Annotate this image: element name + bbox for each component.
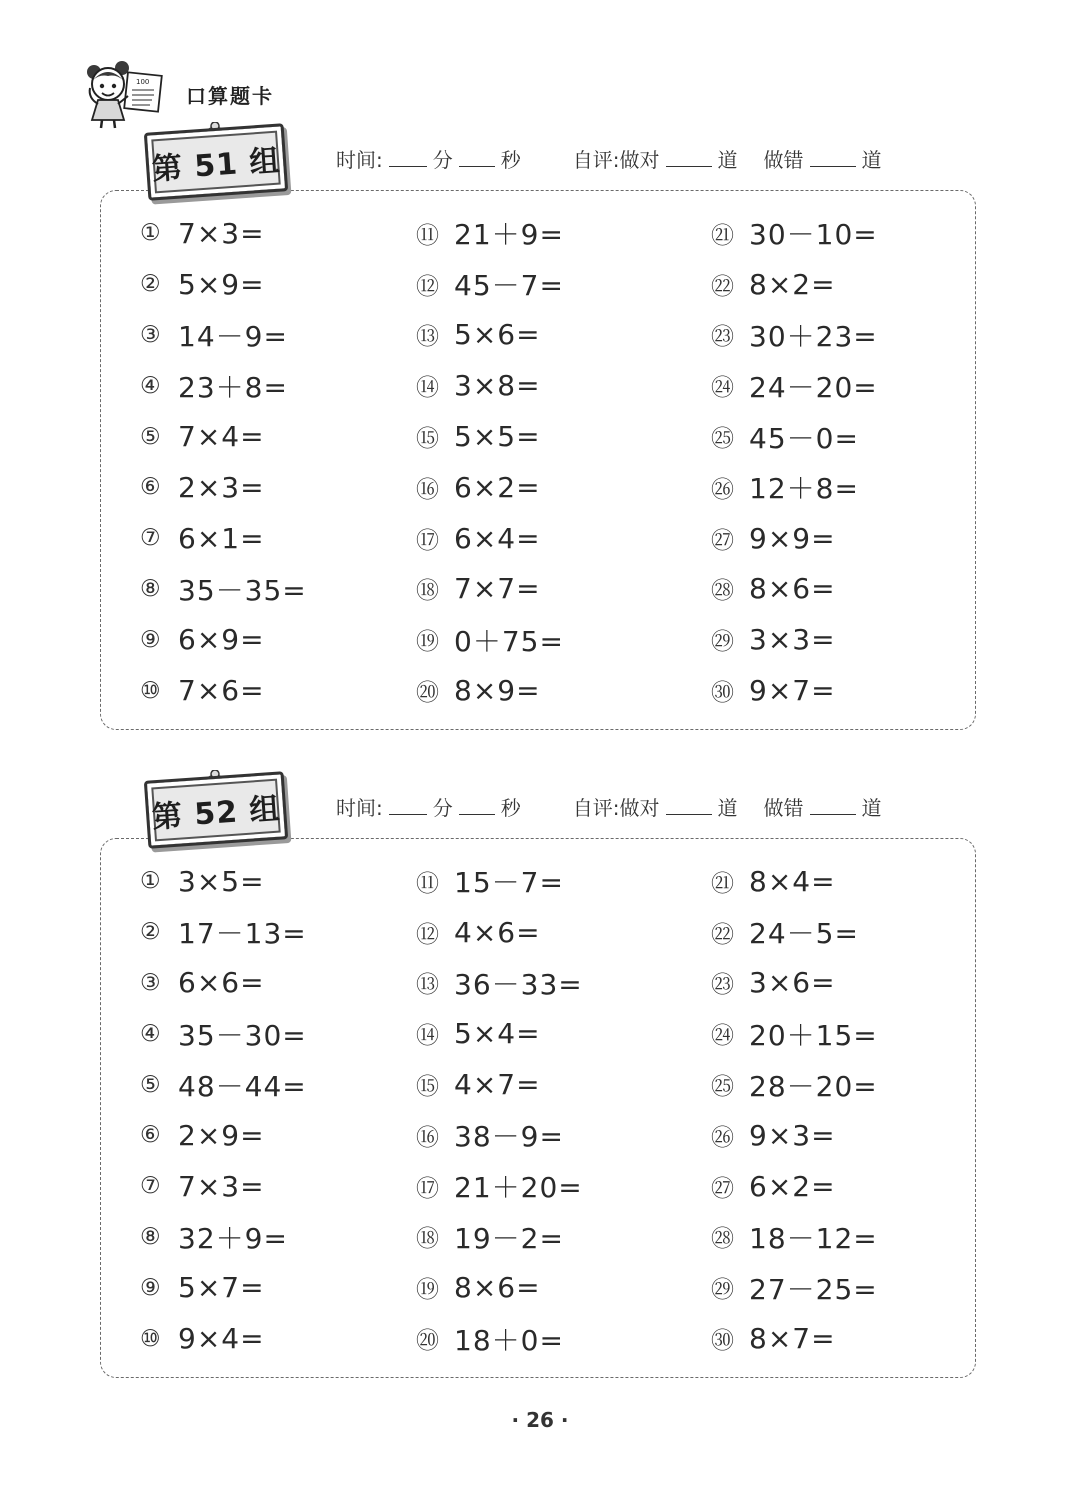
problem-item [711,1008,991,1059]
problem-item [416,856,696,907]
problem-expression: 32＋9= [178,1221,288,1255]
minute-blank[interactable] [389,796,427,815]
time-label: 时间: [336,148,383,172]
problem-expression: 4×7= [454,1068,541,1102]
problem-number: ⑨ [140,626,161,653]
problem-expression: 28－20= [749,1069,878,1103]
correct-unit-label: 道 [717,796,738,820]
problem-item [140,564,420,615]
problem-number: ⑰ [416,527,439,554]
problem-number: ⑮ [416,426,439,453]
problem-item [416,958,696,1009]
problem-expression: 3×6= [749,966,836,1000]
problem-number: ㉚ [711,680,734,707]
problem-item [711,1059,991,1110]
problem-item [140,1161,420,1212]
problem-item [416,1110,696,1161]
problem-number: ⑤ [140,423,161,450]
time-label: 时间: [336,796,383,820]
problem-number: ⑤ [140,1071,161,1098]
problem-number: ① [140,220,161,247]
problem-item [416,360,696,411]
problem-expression: 8×6= [749,572,836,606]
problem-number: ㉖ [711,1124,734,1151]
problem-expression: 6×6= [178,966,265,1000]
problem-item [416,259,696,310]
wrong-label: 做错 [763,148,804,172]
problem-item [416,208,696,259]
problem-number: ⑫ [416,921,439,948]
problem-columns [140,856,960,1366]
problem-item [140,411,420,462]
problem-item [711,856,991,907]
problem-expression: 24－20= [749,370,878,404]
page-number: · 26 · [511,1408,569,1432]
problem-item [711,1161,991,1212]
problem-expression: 5×9= [178,267,265,301]
problem-number: ③ [140,321,161,348]
problem-expression: 3×5= [178,864,265,898]
problem-number: ㉗ [711,527,734,554]
problem-column [140,208,420,716]
problem-expression: 4×6= [454,915,541,949]
problem-number: ⑫ [416,273,439,300]
problem-number: ⑱ [416,578,439,605]
correct-unit-label: 道 [717,148,738,172]
problem-number: ⑳ [416,1328,439,1355]
problem-item [711,1313,991,1364]
problem-expression: 18＋0= [454,1323,564,1357]
page-header [86,58,386,128]
problem-number: ⑰ [416,1175,439,1202]
problem-expression: 8×7= [749,1322,836,1356]
problem-number: ㉑ [711,870,734,897]
problem-item [416,1059,696,1110]
problem-expression: 7×3= [178,216,265,250]
problem-item [711,411,991,462]
minute-blank[interactable] [389,148,427,167]
problem-number: ② [140,919,161,946]
problem-number: ⑲ [416,629,439,656]
problem-group-52 [100,770,978,1400]
problem-number: ㉙ [711,1277,734,1304]
problem-expression: 3×8= [454,369,541,403]
correct-count-blank[interactable] [666,796,712,815]
problem-item [416,1313,696,1364]
problem-item [140,360,420,411]
second-label: 秒 [500,148,521,172]
problem-expression: 38－9= [454,1120,564,1154]
problem-expression: 17－13= [178,917,307,951]
problem-item [711,1262,991,1313]
problem-number: ⑦ [140,1173,161,1200]
problem-number: ⑥ [140,1122,161,1149]
problem-item [140,1262,420,1313]
problem-expression: 35－30= [178,1018,307,1052]
problem-expression: 6×1= [178,521,265,555]
problem-expression: 2×3= [178,470,265,504]
problem-item [711,513,991,564]
problem-number: ② [140,271,161,298]
problem-number: ㉓ [711,972,734,999]
girl-holding-scorecard-icon [86,58,176,130]
problem-number: ⑳ [416,680,439,707]
second-blank[interactable] [459,148,495,167]
problem-item [140,208,420,259]
problem-number: ⑲ [416,1277,439,1304]
problem-item [416,665,696,716]
problem-item [140,1008,420,1059]
problem-item [140,614,420,665]
problem-expression: 15－7= [454,866,564,900]
problem-item [140,259,420,310]
problem-expression: 9×7= [749,674,836,708]
problem-expression: 24－5= [749,917,859,951]
problem-item [711,310,991,361]
problem-item [711,907,991,958]
problem-expression: 35－35= [178,573,307,607]
problem-expression: 30－10= [749,218,878,252]
problem-item [711,208,991,259]
problem-number: ㉙ [711,629,734,656]
wrong-label: 做错 [763,796,804,820]
problem-number: ⑧ [140,575,161,602]
problem-column [711,208,991,716]
problem-item [416,1212,696,1263]
problem-expression: 9×9= [749,521,836,555]
problem-expression: 18－12= [749,1221,878,1255]
problem-expression: 6×4= [454,521,541,555]
score-record-row [336,792,956,822]
problem-number: ⑭ [416,1023,439,1050]
problem-number: ⑪ [416,870,439,897]
group-title-badge: 第 51 组 [144,123,288,201]
problem-columns [140,208,960,718]
problem-number: ㉕ [711,426,734,453]
problem-column [711,856,991,1364]
problem-expression: 27－25= [749,1272,878,1306]
problem-item [416,1008,696,1059]
second-blank[interactable] [459,796,495,815]
problem-item [140,1212,420,1263]
problem-item [416,411,696,462]
problem-expression: 7×7= [454,572,541,606]
problem-number: ㉒ [711,273,734,300]
problem-expression: 6×9= [178,623,265,657]
problem-expression: 7×4= [178,420,265,454]
problem-expression: 8×2= [749,267,836,301]
problem-item [711,564,991,615]
problem-item [416,513,696,564]
problem-item [711,360,991,411]
svg-text:100: 100 [136,78,150,86]
problem-number: ⑧ [140,1223,161,1250]
problem-item [416,614,696,665]
problem-expression: 7×3= [178,1169,265,1203]
problem-item [140,1110,420,1161]
problem-item [140,856,420,907]
wrong-count-blank[interactable] [810,796,856,815]
problem-item [140,958,420,1009]
problem-number: ⑨ [140,1274,161,1301]
problem-number: ㉔ [711,375,734,402]
problem-column [140,856,420,1364]
problem-number: ⑦ [140,525,161,552]
problem-number: ㉑ [711,222,734,249]
problem-item [416,310,696,361]
problem-number: ⑥ [140,474,161,501]
problem-number: ㉔ [711,1023,734,1050]
problem-expression: 9×3= [749,1118,836,1152]
problem-number: ㉘ [711,1226,734,1253]
problem-number: ⑩ [140,1325,161,1352]
wrong-unit-label: 道 [861,148,882,172]
problem-expression: 19－2= [454,1221,564,1255]
problem-number: ④ [140,1020,161,1047]
problem-number: ⑩ [140,677,161,704]
problem-number: ㉖ [711,476,734,503]
wrong-unit-label: 道 [861,796,882,820]
minute-label: 分 [432,148,453,172]
problem-item [140,513,420,564]
problem-number: ㉕ [711,1074,734,1101]
problem-expression: 6×2= [749,1169,836,1203]
problem-number: ⑯ [416,1124,439,1151]
problem-expression: 8×9= [454,674,541,708]
problem-column [416,208,696,716]
self-eval-correct-label: 自评:做对 [572,148,660,172]
problem-expression: 12＋8= [749,472,859,506]
problem-group-51 [100,122,978,752]
problem-number: ㉗ [711,1175,734,1202]
problem-item [711,1212,991,1263]
minute-label: 分 [432,796,453,820]
problem-item [416,564,696,615]
problem-item [140,1313,420,1364]
problem-expression: 21＋9= [454,218,564,252]
problem-item [416,1262,696,1313]
problem-item [140,462,420,513]
problem-number: ⑬ [416,324,439,351]
second-label: 秒 [500,796,521,820]
problem-expression: 48－44= [178,1069,307,1103]
correct-count-blank[interactable] [666,148,712,167]
problem-number: ㉒ [711,921,734,948]
problem-item [140,665,420,716]
problem-expression: 23＋8= [178,370,288,404]
problem-expression: 5×7= [178,1271,265,1305]
header-title: 口算题卡 [186,84,274,108]
wrong-count-blank[interactable] [810,148,856,167]
problem-expression: 45－0= [749,421,859,455]
problem-item [416,1161,696,1212]
problem-expression: 20＋15= [749,1018,878,1052]
problem-item [416,907,696,958]
problem-item [711,958,991,1009]
problem-number: ㉚ [711,1328,734,1355]
problem-number: ⑮ [416,1074,439,1101]
problem-item [416,462,696,513]
problem-expression: 9×4= [178,1322,265,1356]
group-title-badge: 第 52 组 [144,771,288,849]
problem-expression: 30＋23= [749,319,878,353]
problem-number: ⑬ [416,972,439,999]
problem-expression: 0＋75= [454,624,564,658]
problem-number: ⑪ [416,222,439,249]
problem-item [711,462,991,513]
problem-number: ③ [140,969,161,996]
problem-number: ⑱ [416,1226,439,1253]
problem-number: ⑭ [416,375,439,402]
problem-expression: 3×3= [749,623,836,657]
problem-item [711,259,991,310]
problem-item [140,907,420,958]
problem-expression: 36－33= [454,967,583,1001]
problem-expression: 8×6= [454,1271,541,1305]
problem-expression: 2×9= [178,1118,265,1152]
problem-item [711,1110,991,1161]
problem-number: ㉘ [711,578,734,605]
problem-expression: 45－7= [454,269,564,303]
problem-item [711,665,991,716]
problem-expression: 14－9= [178,319,288,353]
problem-expression: 6×2= [454,470,541,504]
problem-expression: 21＋20= [454,1171,583,1205]
self-eval-correct-label: 自评:做对 [572,796,660,820]
problem-expression: 5×4= [454,1017,541,1051]
score-record-row [336,144,956,174]
problem-number: ㉓ [711,324,734,351]
problem-item [140,310,420,361]
problem-column [416,856,696,1364]
problem-expression: 7×6= [178,674,265,708]
problem-number: ④ [140,372,161,399]
problem-expression: 8×4= [749,864,836,898]
problem-number: ① [140,868,161,895]
problem-item [140,1059,420,1110]
problem-expression: 5×6= [454,318,541,352]
problem-item [711,614,991,665]
problem-number: ⑯ [416,476,439,503]
problem-expression: 5×5= [454,420,541,454]
